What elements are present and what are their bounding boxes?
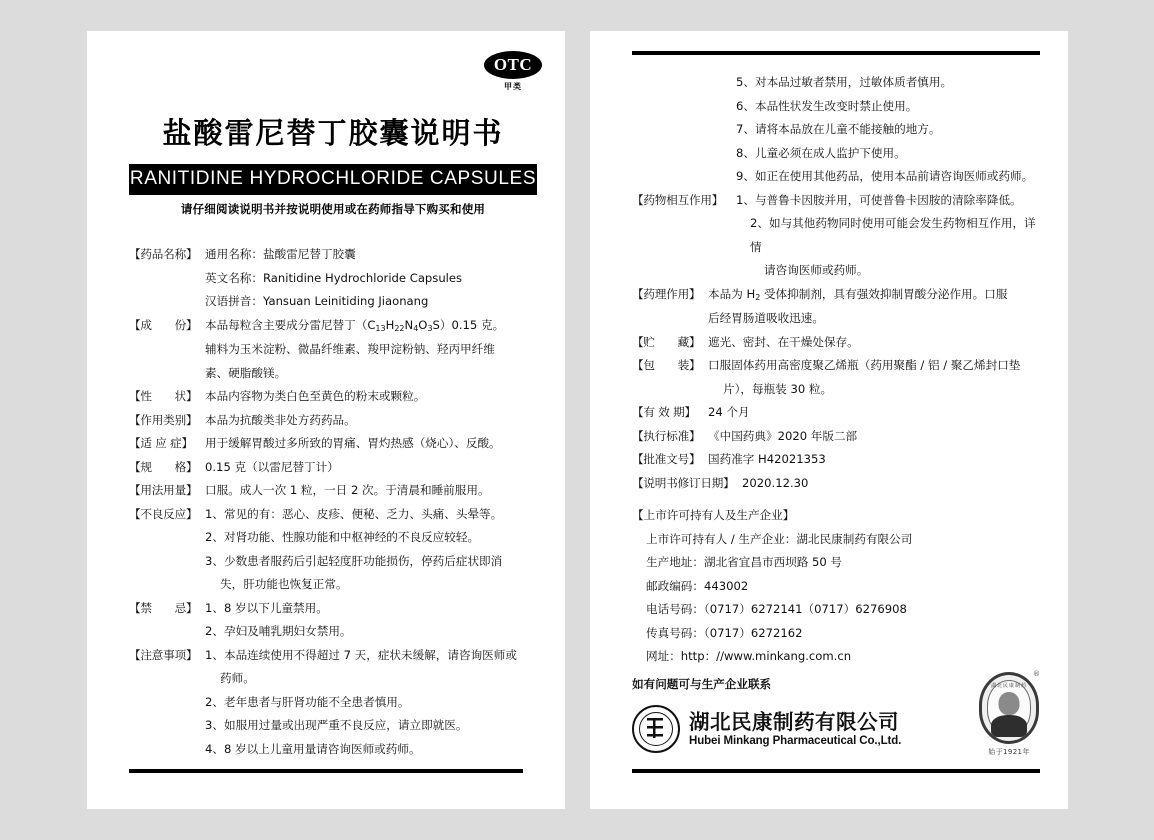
company-branding [632, 705, 901, 753]
founder-seal-oval [979, 672, 1039, 744]
contraindications-body [205, 597, 537, 644]
composition-line-2: 辅料为玉米淀粉、微晶纤维素、羧甲淀粉钠、羟丙甲纤维 [205, 342, 495, 356]
drug-name-body [205, 243, 537, 314]
properties-label: 【性 状】 [129, 389, 198, 403]
contraindications-label: 【禁 忌】 [129, 600, 198, 615]
section-interactions [632, 189, 1040, 283]
founder-portrait-body-icon [991, 715, 1027, 737]
otc-class-label: 甲类 [504, 82, 522, 91]
list-item: 3、少数患者服药后引起轻度肝功能损伤，停药后症状即消 [205, 553, 503, 568]
website-url[interactable]: 网址：http：//www.minkang.com.cn [646, 649, 852, 663]
standard-label: 【执行标准】 [632, 428, 701, 443]
company-logo-icon [632, 705, 680, 753]
approval-number-label: 【批准文号】 [632, 452, 701, 466]
list-item: 1、与普鲁卡因胺并用，可使普鲁卡因胺的清除率降低。 [736, 192, 1022, 207]
packaging-body [708, 354, 1040, 401]
list-item: 4、8 岁以上儿童用量请咨询医师或药师。 [205, 741, 421, 756]
revision-date-label: 【说明书修订日期】 [632, 475, 735, 490]
adverse-reactions-body [205, 503, 537, 597]
formula-sub-h: 22 [394, 323, 405, 333]
list-item: 8、儿童必须在成人监护下使用。 [736, 145, 906, 160]
packaging-label: 【包 装】 [632, 358, 701, 372]
section-storage [632, 331, 1040, 355]
list-item: 9、如正在使用其他药品，使用本品前请咨询医师或药师。 [736, 169, 1034, 183]
section-packaging [632, 354, 1040, 401]
packaging-line-1: 口服固体药用高密度聚乙烯瓶（药用聚酯 / 铝 / 聚乙烯封口垫 [708, 358, 1021, 372]
pharmacology-label: 【药理作用】 [632, 286, 701, 301]
founder-seal-arc-text: 湖北民康制药 [990, 683, 1028, 689]
section-approval-number [632, 448, 1040, 472]
phone-number: 电话号码：（0717）6272141（0717）6276908 [646, 602, 907, 616]
interactions-label: 【药物相互作用】 [632, 192, 724, 207]
specification-label: 【规 格】 [129, 459, 198, 474]
shelf-life-value: 24 个月 [708, 405, 750, 419]
composition-line1-post: S）0.15 克。 [432, 317, 505, 332]
pinyin-value: Yansuan Leinitiding Jiaonang [262, 294, 429, 308]
section-precautions [129, 644, 537, 762]
section-adverse-reactions [129, 503, 537, 597]
list-item: 6、本品性状发生改变时禁止使用。 [736, 98, 918, 113]
section-revision-date [632, 472, 1040, 496]
composition-line-3: 素、硬脂酸镁。 [205, 365, 287, 380]
pharmacology-line-2: 后经胃肠道吸收迅速。 [708, 311, 824, 325]
h2-subscript: 2 [755, 292, 761, 302]
english-title-band: RANITIDINE HYDROCHLORIDE CAPSULES [129, 164, 537, 195]
list-item: 5、对本品过敏者禁用，过敏体质者慎用。 [736, 75, 953, 89]
manufacturing-address: 生产地址：湖北省宜昌市西坝路 50 号 [646, 555, 843, 569]
composition-line-1 [205, 314, 537, 339]
list-item: 2、老年患者与肝肾功能不全患者慎用。 [205, 694, 410, 709]
contact-note: 如有问题可与生产企业联系 [632, 676, 772, 691]
formula-n: N [404, 317, 414, 332]
list-item: 1、8 岁以下儿童禁用。 [205, 600, 328, 615]
list-item: 3、如服用过量或出现严重不良反应，请立即就医。 [205, 718, 468, 732]
right-page-bottom-rule [632, 769, 1040, 773]
postcode: 邮政编码：443002 [646, 578, 749, 593]
formula-sub-n: 4 [413, 323, 419, 333]
formula-sub-c: 13 [375, 323, 386, 333]
section-pharmacology [632, 283, 1040, 331]
pharmacology-line-1 [708, 283, 1040, 308]
specification-value: 0.15 克（以雷尼替丁计） [205, 459, 339, 474]
list-item: 1、本品连续使用不得超过 7 天，症状未缓解，请咨询医师或 [205, 647, 517, 662]
adverse-reactions-label: 【不良反应】 [129, 506, 198, 521]
section-standard [632, 425, 1040, 449]
reading-instruction: 请仔细阅读说明书并按说明使用或在药师指导下购买和使用 [180, 202, 486, 216]
company-name-en: Hubei Minkang Pharmaceutical Co.,Ltd. [689, 734, 902, 747]
section-contraindications [129, 597, 537, 644]
formula-h: H [385, 317, 395, 332]
formula-sub-o: 3 [427, 323, 433, 333]
holder-company: 上市许可持有人 / 生产企业：湖北民康制药有限公司 [646, 531, 913, 546]
registered-mark-icon: ® [1033, 670, 1040, 678]
shelf-life-label: 【有 效 期】 [632, 405, 696, 419]
section-properties [129, 385, 537, 409]
pinyin-label: 汉语拼音： [205, 294, 263, 308]
composition-body [205, 314, 537, 386]
list-item: 2、如与其他药物同时使用可能会发生药物相互作用，详情 [750, 216, 1036, 254]
composition-line1-pre: 本品每粒含主要成分雷尼替丁（C [205, 317, 376, 332]
list-item: 1、常见的有：恶心、皮疹、便秘、乏力、头痛、头晕等。 [205, 506, 503, 521]
company-name-cn [689, 711, 901, 734]
pharmacology-line1-post: 受体抑制剂，具有强效抑制胃酸分泌作用。口服 [760, 286, 1008, 301]
pharmacology-line1-pre: 本品为 H [708, 286, 756, 301]
generic-name-value: 盐酸雷尼替丁胶囊 [262, 247, 356, 261]
section-composition [129, 314, 537, 386]
dosage-value: 口服。成人一次 1 粒，一日 2 次。于清晨和睡前服用。 [205, 483, 490, 497]
approval-number-value: 国药准字 H42021353 [708, 452, 826, 466]
fax-number: 传真号码：（0717）6272162 [646, 625, 803, 640]
list-item: 请咨询医师或药师。 [764, 263, 869, 277]
storage-label: 【贮 藏】 [632, 334, 701, 349]
drug-class-value: 本品为抗酸类非处方药药品。 [205, 412, 356, 427]
revision-date-value: 2020.12.30 [742, 475, 809, 490]
section-dosage [129, 479, 537, 503]
left-page [87, 31, 565, 809]
list-item: 药师。 [220, 671, 255, 685]
precautions-label: 【注意事项】 [129, 647, 198, 662]
section-holder [632, 504, 1040, 696]
drug-class-label: 【作用类别】 [129, 412, 198, 427]
packaging-line-2: 片），每瓶装 30 粒。 [723, 381, 833, 396]
section-shelf-life [632, 401, 1040, 425]
otc-mark: OTC [484, 51, 542, 79]
precautions-continued [632, 71, 1040, 189]
list-item: 2、孕妇及哺乳期妇女禁用。 [205, 624, 352, 638]
list-item: 失，肝功能也恢复正常。 [220, 577, 348, 591]
founder-seal-caption: 始于1921年 [988, 748, 1030, 756]
generic-name-label: 通用名称： [205, 247, 263, 261]
founder-portrait-head-icon [999, 692, 1020, 715]
english-name-label: 英文名称： [205, 270, 263, 285]
right-page-top-rule [632, 51, 1040, 55]
otc-badge [481, 51, 545, 92]
indications-label: 【适 应 症】 [129, 436, 193, 450]
holder-label: 【上市许可持有人及生产企业】 [632, 508, 795, 522]
pharmacology-body [708, 283, 1040, 331]
right-page-body [632, 71, 1040, 696]
page-title: 盐酸雷尼替丁胶囊说明书 [162, 116, 504, 150]
left-page-body [129, 243, 537, 761]
section-specification [129, 456, 537, 480]
list-item: 2、对肾功能、性腺功能和中枢神经的不良反应较轻。 [205, 530, 480, 544]
right-page [590, 31, 1068, 809]
composition-label: 【成 份】 [129, 317, 198, 332]
properties-value: 本品内容物为类白色至黄色的粉末或颗粒。 [205, 389, 426, 403]
drug-name-label: 【药品名称】 [129, 247, 198, 261]
list-item: 7、请将本品放在儿童不能接触的地方。 [736, 122, 941, 136]
precautions-body [205, 644, 537, 762]
indications-value: 用于缓解胃酸过多所致的胃痛、胃灼热感（烧心）、反酸。 [205, 436, 501, 450]
storage-value: 遮光、密封、在干燥处保存。 [708, 334, 859, 349]
company-names [689, 711, 901, 748]
english-name-value: Ranitidine Hydrochloride Capsules [262, 270, 463, 285]
section-drug-class [129, 409, 537, 433]
section-indications [129, 432, 537, 456]
dosage-label: 【用法用量】 [129, 483, 198, 497]
document-header [129, 111, 537, 217]
company-name-cn-text: 湖北民康制药有限公司 [689, 709, 899, 734]
formula-o: O [418, 317, 428, 332]
section-drug-name [129, 243, 537, 314]
left-page-bottom-rule [129, 769, 523, 773]
founder-seal [978, 672, 1040, 757]
standard-value: 《中国药典》2020 年版二部 [708, 428, 858, 443]
interactions-body [736, 189, 1040, 283]
